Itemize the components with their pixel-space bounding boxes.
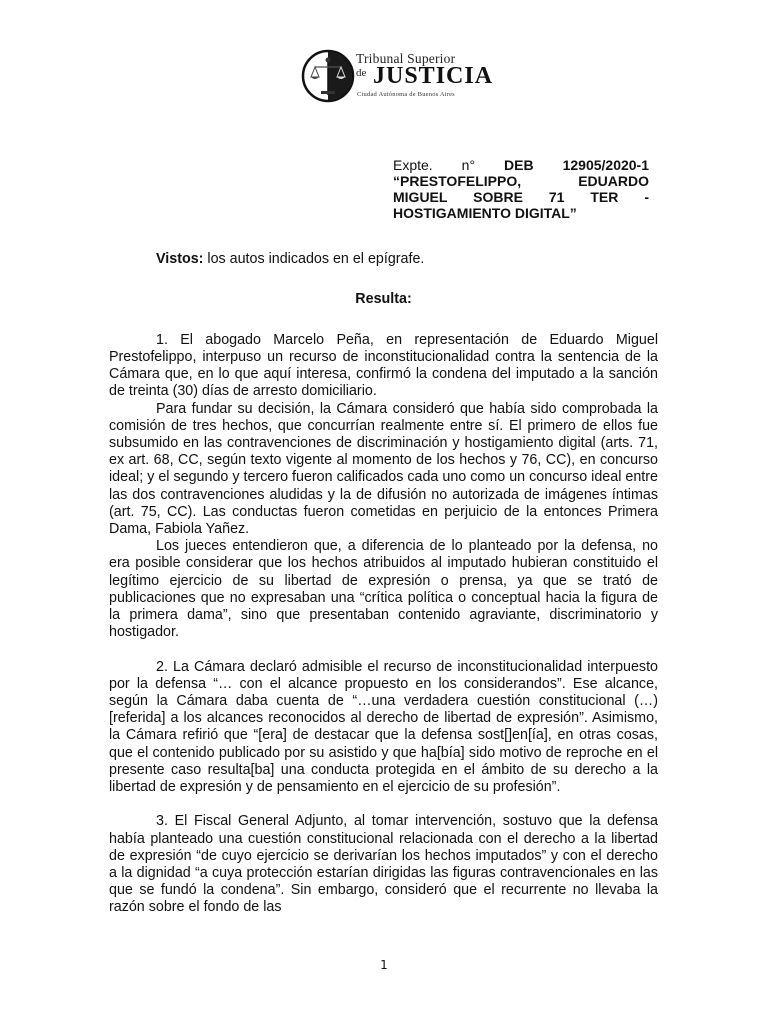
resulta-heading <box>109 291 658 308</box>
court-logo <box>301 45 494 107</box>
logo-tribunal-superior: Tribunal Superior <box>356 51 456 66</box>
case-prefix: Expte. n° <box>393 157 476 173</box>
case-number-line <box>393 157 649 173</box>
vistos-paragraph <box>109 251 658 268</box>
case-title-line-2: MIGUEL SOBRE 71 TER - <box>393 189 649 205</box>
scales-of-justice-emblem-icon <box>301 45 355 107</box>
logo-ciudad: Ciudad Autónoma de Buenos Aires <box>357 91 455 98</box>
paragraph-2: Para fundar su decisión, la Cámara consideró que había sido comprobada la comisión de tres hechos, que concurrían realmente entre sí. El primero de ellos fue subsumido en las contravenciones de discriminación y hostigamiento digital (arts. 71, ex art. 68, CC, según texto vigente al momento de los hechos y 76, CC), en concurso ideal; y el segundo y tercero fueron calificados cada uno como un concurso ideal entre las dos contravenciones aludidas y la de difusión no autorizada de imágenes íntimas (art. 75, CC). Las conductas fueron cometidas en perjuicio de la entonces Primera Dama, Fabiola Yañez. <box>109 400 658 538</box>
case-title-line-1: “PRESTOFELIPPO, EDUARDO <box>393 173 649 189</box>
document-body <box>109 251 658 917</box>
case-number: DEB 12905/2020-1 <box>504 157 649 173</box>
resulta-heading-text: Resulta: <box>355 291 412 308</box>
logo-justicia: JUSTICIA <box>373 63 494 89</box>
case-reference <box>393 157 649 221</box>
vistos-label: Vistos: <box>156 251 204 267</box>
paragraph-1: 1. El abogado Marcelo Peña, en representación de Eduardo Miguel Prestofelippo, interpuso un recurso de inconstitucionalidad contra la sentencia de la Cámara que, en lo que aquí interesa, confirmó la condena del imputado a la sanción de treinta (30) días de arresto domiciliario. <box>109 331 658 400</box>
logo-de: de <box>356 67 367 79</box>
paragraph-5: 3. El Fiscal General Adjunto, al tomar intervención, sostuvo que la defensa había planteado una cuestión constitucional relacionada con el derecho a la libertad de expresión “de cuyo ejercicio se derivarían los hechos imputados” y con el derecho a la dignidad “a cuya protección estarían dirigidas las figuras contravencionales en las que se fundó la condena”. Sin embargo, consideró que el recurrente no llevaba la razón sobre el fondo de las <box>109 813 658 916</box>
page-number: 1 <box>380 958 388 972</box>
paragraph-3: Los jueces entendieron que, a diferencia de lo planteado por la defensa, no era posible considerar que los hechos atribuidos al imputado hubieran constituido el legítimo ejercicio de su libertad de expresión o prensa, ya que se trató de publicaciones que no expresaban una “crítica política o conceptual hacia la figura de la primera dama”, sino que presentaban contenido agraviante, discriminatorio y hostigador. <box>109 538 658 641</box>
paragraph-4: 2. La Cámara declaró admisible el recurso de inconstitucionalidad interpuesto por la defensa “… con el alcance propuesto en los considerandos”. Ese alcance, según la Cámara daba cuenta de “…una verdadera cuestión constitucional (…) [referida] a los alcances reconocidos al derecho de libertad de expresión”. Asimismo, la Cámara refirió que “[era] de destacar que la defensa sost[]en[ía], en otras cosas, que el contenido publicado por su asistido y que ha[bía] sido motivo de reproche en el presente caso resulta[ba] una conducta protegida en el ámbito de su derecho a la libertad de expresión y de pensamiento en el ejercicio de su profesión”. <box>109 658 658 796</box>
case-title-line-3: HOSTIGAMIENTO DIGITAL” <box>393 205 577 221</box>
vistos-text: los autos indicados en el epígrafe. <box>203 251 425 267</box>
